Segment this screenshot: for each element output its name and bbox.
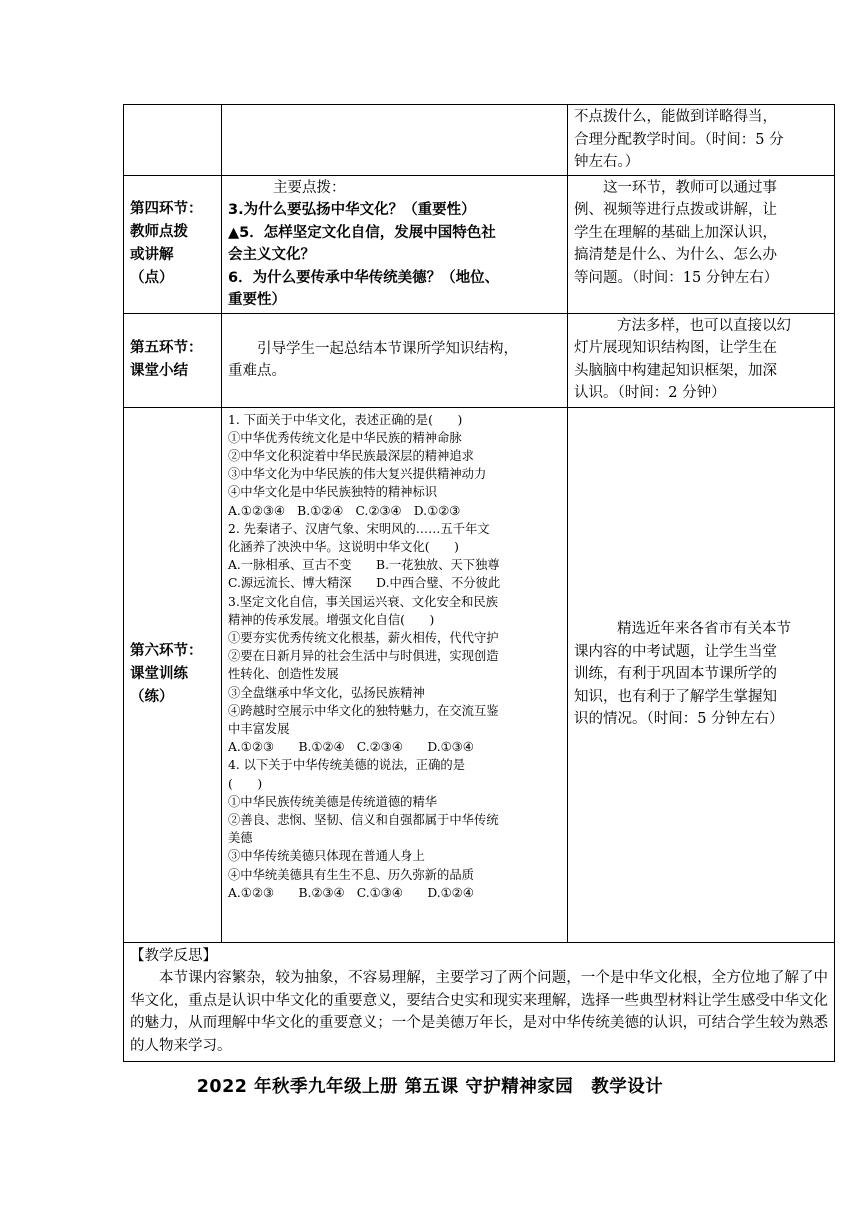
tip-line: 精选近年来各省市有关本节	[617, 621, 791, 638]
key-point: 6．为什么要传承中华传统美德？（地位、	[228, 269, 500, 286]
stage-cell	[124, 313, 222, 407]
exercise-line: C.源远流长、博大精深 D.中西合璧、不分彼此	[228, 576, 501, 591]
exercise-line: ①中华民族传统美德是传统道德的精华	[228, 794, 438, 809]
table-row-reflection	[124, 942, 835, 1062]
stage-cell	[124, 175, 222, 313]
exercise-line: ④跨越时空展示中华文化的独特魅力，在交流互鉴	[228, 703, 499, 718]
exercise-line: A.①②③④ B.①②④ C.②③④ D.①②③	[228, 503, 461, 518]
content-cell	[222, 313, 568, 407]
tip-line: 知识，也有利于了解学生掌握知	[574, 688, 777, 705]
exercise-line: 中丰富发展	[228, 721, 290, 736]
document-title: 2022 年秋季九年级上册 第五课 守护精神家园 教学设计	[196, 1077, 664, 1097]
reflection-body: 本节课内容繁杂，较为抽象，不容易理解，主要学习了两个问题，一个是中华文化根，全方位地了解了中华文化，重点是认识中华文化的重要意义，要结合史实和现实来理解，选择一些典型材料让学生感受中华文化的魅力，从而理解中华文化的重要意义；一个是美德万年长，是对中华传统美德的认识，可结合学生较为熟悉的人物来学习。	[130, 970, 828, 1054]
key-point: 3.为什么要弘扬中华文化？（重要性）	[228, 202, 476, 218]
stage-label: （点）	[130, 270, 174, 286]
tip-line: 例、视频等进行点拨或讲解，让	[574, 202, 777, 218]
table-row-stage-4	[124, 175, 835, 313]
exercise-line: ③中华传统美德只体现在普通人身上	[228, 849, 425, 864]
exercise-line: ③中华文化为中华民族的伟大复兴提供精神动力	[228, 467, 487, 482]
tip-line: 这一环节，教师可以通过事	[603, 179, 777, 196]
tip-line: 识的情况。（时间：5 分钟左右）	[574, 711, 784, 728]
exercise-line: 3.坚定文化自信，事关国运兴衰、文化安全和民族	[228, 594, 498, 609]
exercise-line: ①中华优秀传统文化是中华民族的精神命脉	[228, 430, 462, 445]
exercise-line: ②善良、悲悯、坚韧、信义和自强都属于中华传统	[228, 812, 499, 827]
stage-label: 或讲解	[130, 247, 174, 263]
exercise-line: ( )	[228, 776, 263, 791]
tip-line: 训练，有利于巩固本节课所学的	[574, 666, 777, 683]
tip-line: 方法多样，也可以直接以幻	[617, 317, 791, 334]
content-cell	[222, 175, 568, 313]
stage-label: （练）	[130, 689, 174, 705]
teaching-tip-cell	[568, 175, 835, 313]
table-row-stage-6	[124, 407, 835, 942]
stage-label: 课堂训练	[130, 666, 188, 682]
exercise-line: ①要夯实优秀传统文化根基，薪火相传，代代守护	[228, 630, 499, 645]
stage-label: 第六环节：	[130, 643, 203, 659]
stage-label: 教师点拨	[130, 224, 188, 240]
table-row-continued	[124, 105, 835, 176]
exercise-line: ④中华统美德具有生生不息、历久弥新的品质	[228, 867, 474, 882]
tip-line: 搞清楚是什么、为什么、怎么办	[574, 247, 777, 263]
intro-text: 主要点拨：	[273, 179, 346, 196]
exercise-line: ②要在日新月异的社会生活中与时俱进，实现创造	[228, 649, 499, 664]
stage-cell-empty	[124, 105, 222, 176]
reflection-cell	[124, 942, 835, 1062]
exercise-line: A.①②③ B.①②④ C.②③④ D.①③④	[228, 740, 474, 755]
summary-text: 重难点。	[228, 363, 286, 379]
tip-line: 头脑脑中构建起知识框架，加深	[574, 362, 777, 379]
stage-label: 课堂小结	[130, 363, 188, 379]
exercise-line: A.①②③ B.②③④ C.①③④ D.①②④	[228, 885, 474, 900]
stage-label: 第五环节：	[130, 340, 203, 356]
exercise-line: 4. 以下关于中华传统美德的说法，正确的是	[228, 758, 465, 773]
teaching-tip-cell	[568, 313, 835, 407]
exercise-line: 美德	[228, 831, 253, 846]
tip-line: 课内容的中考试题，让学生当堂	[574, 643, 777, 660]
exercise-line: 2. 先秦诸子、汉唐气象、宋明风的……五千年文	[228, 521, 490, 536]
tip-line: 不点拨什么，能做到详略得当，	[574, 109, 777, 125]
key-point: 会主义文化？	[228, 247, 315, 263]
table-row-stage-5	[124, 313, 835, 407]
stage-cell	[124, 407, 222, 942]
key-point: 重要性）	[228, 292, 286, 308]
lesson-plan-table	[123, 104, 835, 1062]
tip-line: 认识。（时间：2 分钟）	[574, 385, 726, 401]
teaching-tip-cell	[568, 407, 835, 942]
exercise-line: A.一脉相承、亘古不变 B.一花独放、天下独尊	[228, 558, 500, 573]
exercise-line: ④中华文化是中华民族独特的精神标识	[228, 485, 438, 500]
exercise-line: 性转化、创造性发展	[228, 667, 339, 682]
exercise-cell	[222, 407, 568, 942]
exercise-line: 化涵养了泱泱中华。这说明中华文化( )	[228, 539, 459, 554]
tip-line: 学生在理解的基础上加深认识，	[574, 224, 777, 241]
reflection-heading: 【教学反思】	[130, 947, 217, 964]
tip-line: 等问题。（时间：15 分钟左右）	[574, 269, 779, 286]
content-cell-empty	[222, 105, 568, 176]
teaching-tip-cell	[568, 105, 835, 176]
tip-line: 灯片展现知识结构图，让学生在	[574, 340, 777, 356]
exercise-line: ③全盘继承中华文化，弘扬民族精神	[228, 685, 425, 700]
exercise-line: 1. 下面关于中华文化，表述正确的是( )	[228, 412, 463, 427]
exercise-line: 精神的传承发展。增强文化自信( )	[228, 612, 435, 627]
exercise-line: ②中华文化积淀着中华民族最深层的精神追求	[228, 448, 474, 463]
stage-label: 第四环节：	[130, 201, 203, 217]
tip-line: 钟左右。）	[574, 154, 640, 170]
key-point: ▲5．怎样坚定文化自信，发展中国特色社	[228, 224, 496, 241]
summary-text: 引导学生一起总结本节课所学知识结构，	[257, 340, 518, 357]
tip-line: 合理分配教学时间。（时间：5 分	[574, 131, 784, 148]
